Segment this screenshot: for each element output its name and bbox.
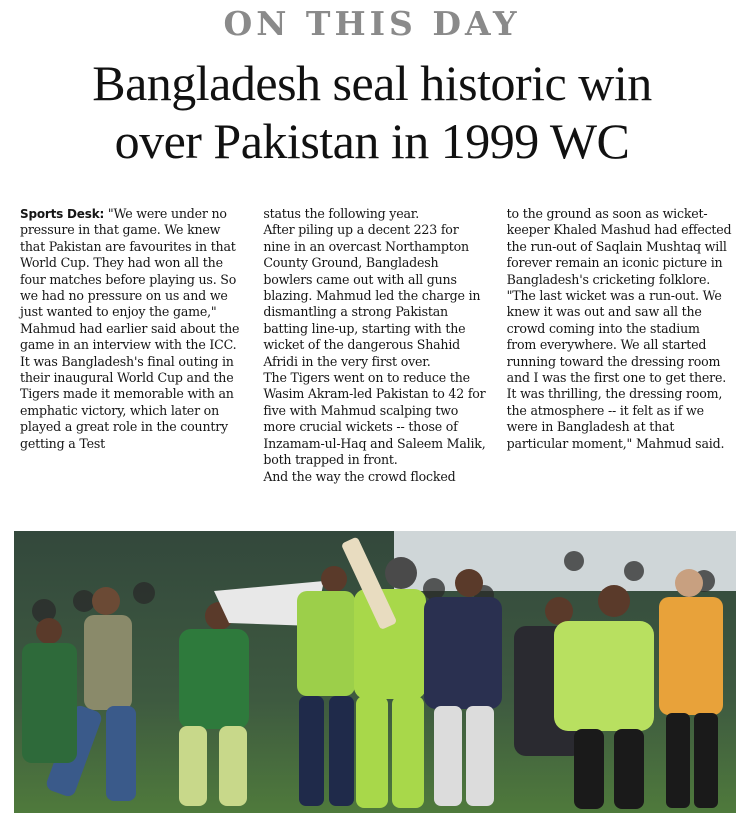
article-column-2 (263, 206, 488, 518)
headline-line-2: over Pakistan in 1999 WC (114, 113, 630, 169)
section-kicker: ON THIS DAY (223, 4, 521, 43)
paragraph: "The last wicket was a run-out. We knew it was out and saw all the crowd coming into the stadium from everywhere. We all started running toward the dressing room and I was the first one to get there. It was thrilling, the dressing room, the atmosphere -- it felt as if we were in Bangladesh at that particular moment," Mahmud said. (506, 288, 727, 451)
article-body (20, 206, 732, 518)
paragraph: It was Bangladesh's final outing in their inaugural World Cup and the Tigers made it memorable with an emphatic victory, which later on played a great role in the country getting a Test (20, 353, 234, 451)
paragraph: The Tigers went on to reduce the Wasim Akram-led Pakistan to 42 for five with Mahmud scalping two more crucial wickets -- those of Inzamam-ul-Haq and Saleem Malik, both trapped in front. (263, 370, 486, 468)
crowd-celebration-photo (14, 531, 736, 813)
photo-illustration (14, 531, 736, 813)
paragraph: status the following year. (263, 206, 420, 221)
paragraph-text: "We were under no pressure in that game. We knew that Pakistan are favourites in that World Cup. They had won all the four matches before playing us. So we had no pressure on us and we just wanted to enjoy the game," Mahmud had earlier said about the game in an interview with the ICC. (20, 206, 240, 353)
headline-line-1: Bangladesh seal historic win (92, 55, 652, 111)
paragraph: to the ground as soon as wicket-keeper Khaled Mashud had effected the run-out of Saqlain Mushtaq will forever remain an iconic picture in Bangladesh's cricketing folklore. (506, 206, 732, 287)
paragraph: After piling up a decent 223 for nine in an overcast Northampton County Ground, Bangladesh bowlers came out with all guns blazing. Mahmud led the charge in dismantling a strong Pakistan batting line-up, starting with the wicket of the dangerous Shahid Afridi in the very first over. (263, 222, 481, 369)
byline: Sports Desk: (20, 207, 105, 221)
article-column-1 (20, 206, 245, 518)
headline (0, 54, 744, 170)
article-column-3 (507, 206, 732, 518)
paragraph: And the way the crowd flocked (263, 468, 456, 484)
paragraph (20, 206, 245, 354)
